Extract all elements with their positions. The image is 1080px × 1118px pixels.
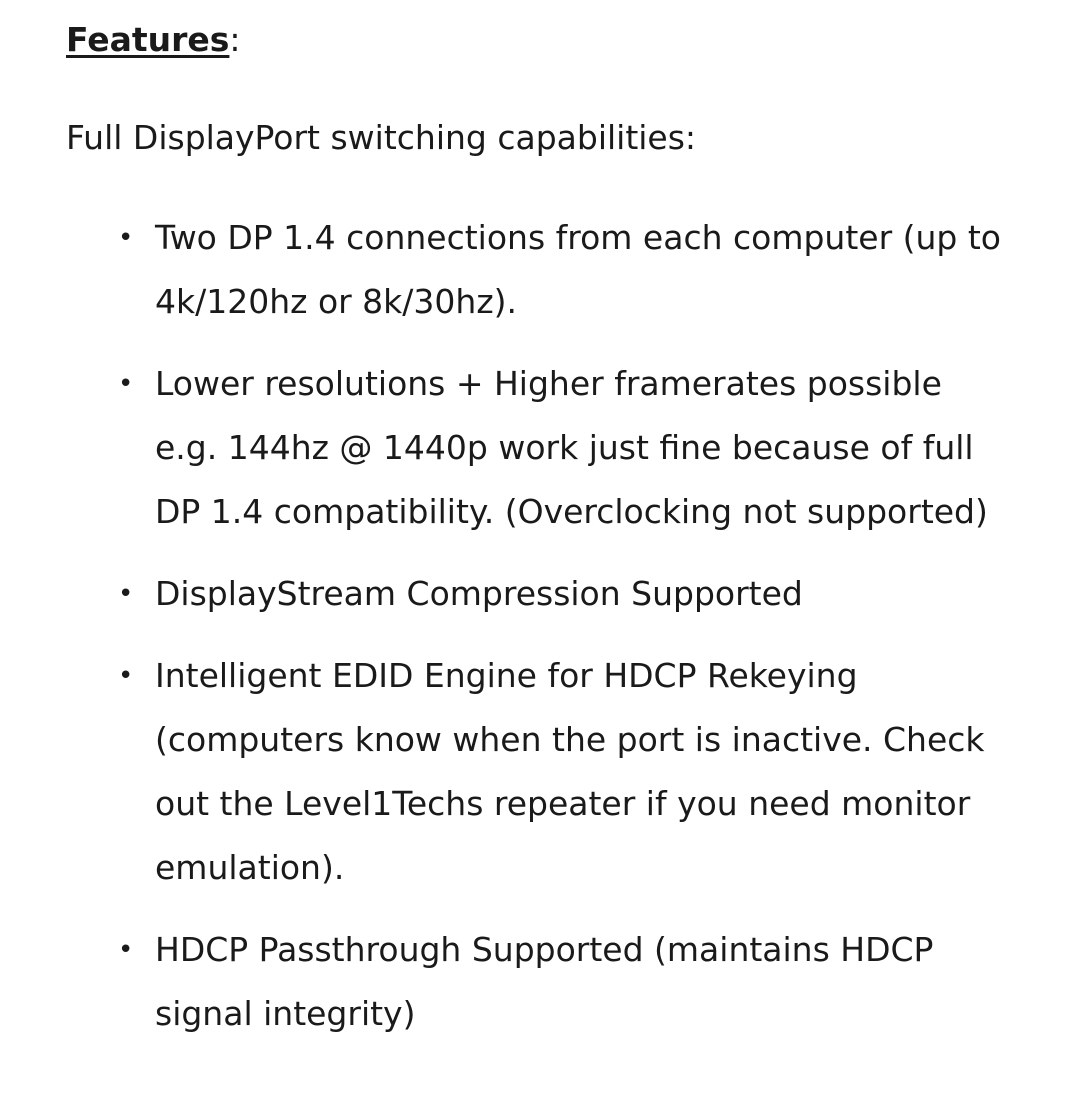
bullet-icon: • (118, 661, 134, 691)
bullet-icon: • (118, 579, 134, 609)
feature-text: Lower resolutions + Higher framerates possible e.g. 144hz @ 1440p work just fine because of full DP 1.4 compatibility. (Overclocking not supported) (155, 364, 988, 531)
features-heading-word: Features (66, 20, 230, 59)
features-heading (66, 16, 241, 64)
bullet-icon: • (118, 369, 134, 399)
features-heading-colon: : (229, 20, 241, 59)
list-item (0, 562, 1080, 626)
list-item (0, 206, 1080, 334)
bullet-icon: • (118, 935, 134, 965)
feature-text: Two DP 1.4 connections from each computer (up to 4k/120hz or 8k/30hz). (155, 218, 1001, 321)
feature-text: Intelligent EDID Engine for HDCP Rekeying (computers know when the port is inactive. Check out the Level1Techs repeater if you need monitor emulation). (155, 656, 985, 887)
intro-text: Full DisplayPort switching capabilities: (66, 118, 697, 157)
feature-text: HDCP Passthrough Supported (maintains HDCP signal integrity) (155, 930, 934, 1033)
list-item (0, 352, 1080, 544)
feature-list (0, 206, 1080, 1064)
feature-text: DisplayStream Compression Supported (155, 574, 803, 613)
list-item (0, 918, 1080, 1046)
bullet-icon: • (118, 223, 134, 253)
list-item (0, 644, 1080, 900)
